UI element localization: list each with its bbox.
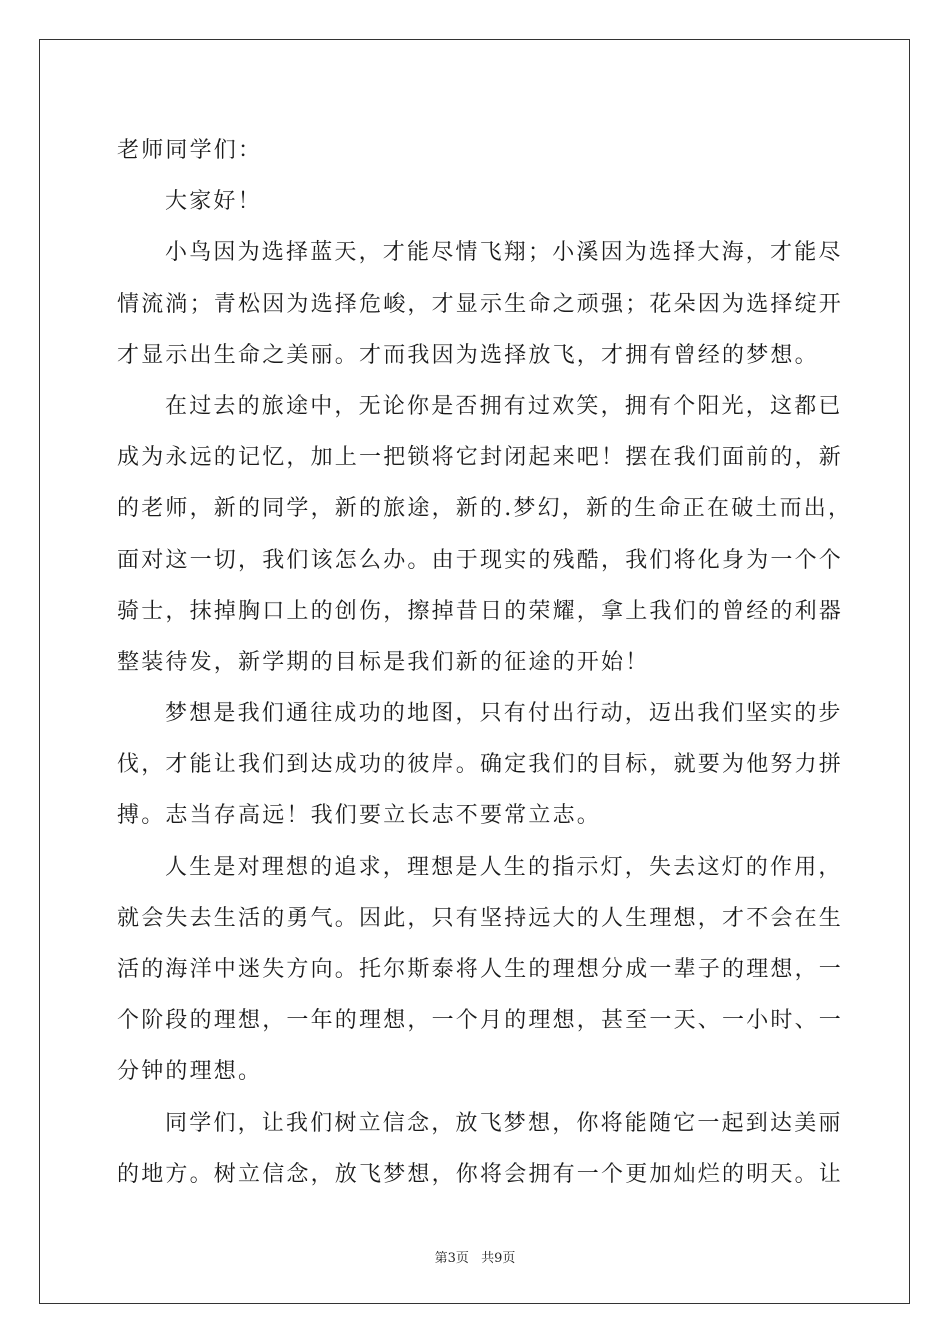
paragraph-1-line-2: 情流淌；青松因为选择危峻，才显示生命之顽强；花朵因为选择绽开: [117, 291, 844, 317]
paragraph-1-line-1: 小鸟因为选择蓝天，才能尽情飞翔；小溪因为选择大海，才能尽: [165, 240, 843, 266]
paragraph-2-line-2: 成为永远的记忆，加上一把锁将它封闭起来吧！摆在我们面前的，新: [117, 445, 844, 471]
paragraph-5-line-2: 的地方。树立信念，放飞梦想，你将会拥有一个更加灿烂的明天。让: [117, 1161, 844, 1187]
paragraph-4-line-5: 分钟的理想。: [117, 1059, 263, 1085]
paragraph-5-line-1: 同学们，让我们树立信念，放飞梦想，你将能随它一起到达美丽: [165, 1110, 843, 1136]
paragraph-3-line-3: 搏。志当存高远！我们要立长志不要常立志。: [117, 803, 602, 829]
greeting-line: 老师同学们：: [117, 138, 263, 163]
paragraph-4-line-1: 人生是对理想的追求，理想是人生的指示灯，失去这灯的作用，: [165, 854, 843, 880]
paragraph-2-line-6: 整装待发，新学期的目标是我们新的征途的开始！: [117, 649, 650, 675]
page-footer: [0, 1247, 950, 1266]
page-total-count: 共9页: [481, 1251, 516, 1266]
paragraph-1-line-3: 才显示出生命之美丽。才而我因为选择放飞，才拥有曾经的梦想。: [117, 342, 819, 368]
paragraph-4-line-2: 就会失去生活的勇气。因此，只有坚持远大的人生理想，才不会在生: [117, 905, 844, 931]
paragraph-2-line-4: 面对这一切，我们该怎么办。由于现实的残酷，我们将化身为一个个: [117, 547, 844, 573]
paragraph-4-line-3: 活的海洋中迷失方向。托尔斯泰将人生的理想分成一辈子的理想，一: [117, 957, 844, 982]
paragraph-3-line-1: 梦想是我们通往成功的地图，只有付出行动，迈出我们坚实的步: [165, 701, 843, 727]
salutation-line: 大家好！: [165, 189, 262, 215]
document-body: [117, 125, 853, 1200]
paragraph-3-line-2: 伐，才能让我们到达成功的彼岸。确定我们的目标，就要为他努力拼: [117, 752, 844, 778]
page-current-number: 第3页: [434, 1251, 469, 1266]
paragraph-2-line-5: 骑士，抹掉胸口上的创伤，擦掉昔日的荣耀，拿上我们的曾经的利器: [117, 598, 844, 624]
paragraph-2-line-3: 的老师，新的同学，新的旅途，新的.梦幻，新的生命正在破土而出，: [117, 496, 853, 522]
paragraph-2-line-1: 在过去的旅途中，无论你是否拥有过欢笑，拥有个阳光，这都已: [165, 393, 843, 419]
paragraph-4-line-4: 个阶段的理想，一年的理想，一个月的理想，甚至一天、一小时、一: [117, 1008, 844, 1034]
